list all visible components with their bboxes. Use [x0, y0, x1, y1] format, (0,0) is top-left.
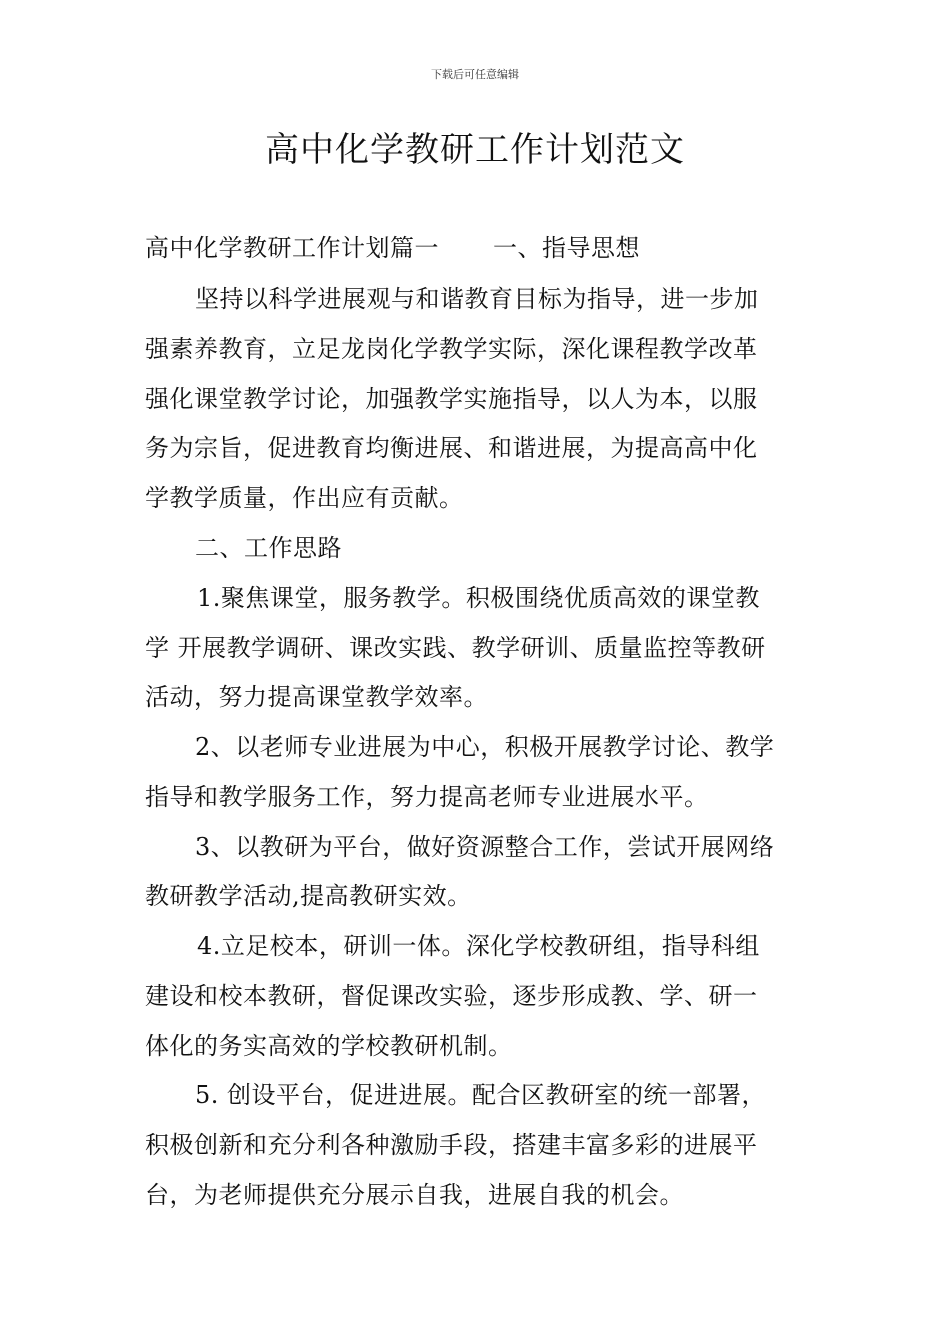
header-note: 下载后可任意编辑: [431, 68, 519, 81]
paragraph-line: 台，为老师提供充分展示自我，进展自我的机会。: [145, 1181, 684, 1209]
paragraph-line: 3、以教研为平台，做好资源整合工作，尝试开展网络: [195, 833, 775, 861]
plan-subtitle: 高中化学教研工作计划篇一: [145, 234, 439, 262]
paragraph-line: 1.聚焦课堂，服务教学。积极围绕优质高效的课堂教: [197, 584, 760, 612]
paragraph-line: 2、以老师专业进展为中心，积极开展教学讨论、教学: [195, 733, 775, 761]
paragraph-line: 学教学质量，作出应有贡献。: [145, 484, 464, 512]
paragraph-line: 积极创新和充分利各种激励手段，搭建丰富多彩的进展平: [145, 1131, 758, 1159]
section-heading-work-ideas: 二、工作思路: [195, 534, 342, 562]
paragraph-line: 强化课堂教学讨论，加强教学实施指导，以人为本，以服: [145, 385, 758, 413]
section-heading-guiding: 一、指导思想: [493, 234, 640, 262]
paragraph-line: 坚持以科学进展观与和谐教育目标为指导，进一步加: [195, 285, 759, 313]
paragraph-line: 强素养教育，立足龙岗化学教学实际，深化课程教学改革: [145, 335, 758, 363]
document-title: 高中化学教研工作计划范文: [265, 130, 685, 170]
paragraph-line: 体化的务实高效的学校教研机制。: [145, 1032, 513, 1060]
paragraph-line: 5. 创设平台，促进进展。配合区教研室的统一部署，: [195, 1081, 767, 1109]
section-heading-line: [145, 232, 815, 264]
paragraph-line: 学 开展教学调研、课改实践、教学研训、质量监控等教研: [145, 634, 766, 662]
paragraph-line: 指导和教学服务工作，努力提高老师专业进展水平。: [145, 783, 709, 811]
paragraph-line: 活动，努力提高课堂教学效率。: [145, 683, 488, 711]
paragraph-line: 建设和校本教研，督促课改实验，逐步形成教、学、研一: [145, 982, 758, 1010]
paragraph-line: 4.立足校本，研训一体。深化学校教研组，指导科组: [197, 932, 760, 960]
paragraph-line: 教研教学活动,提高教研实效。: [145, 882, 472, 910]
paragraph-line: 务为宗旨，促进教育均衡进展、和谐进展，为提高高中化: [145, 434, 758, 462]
